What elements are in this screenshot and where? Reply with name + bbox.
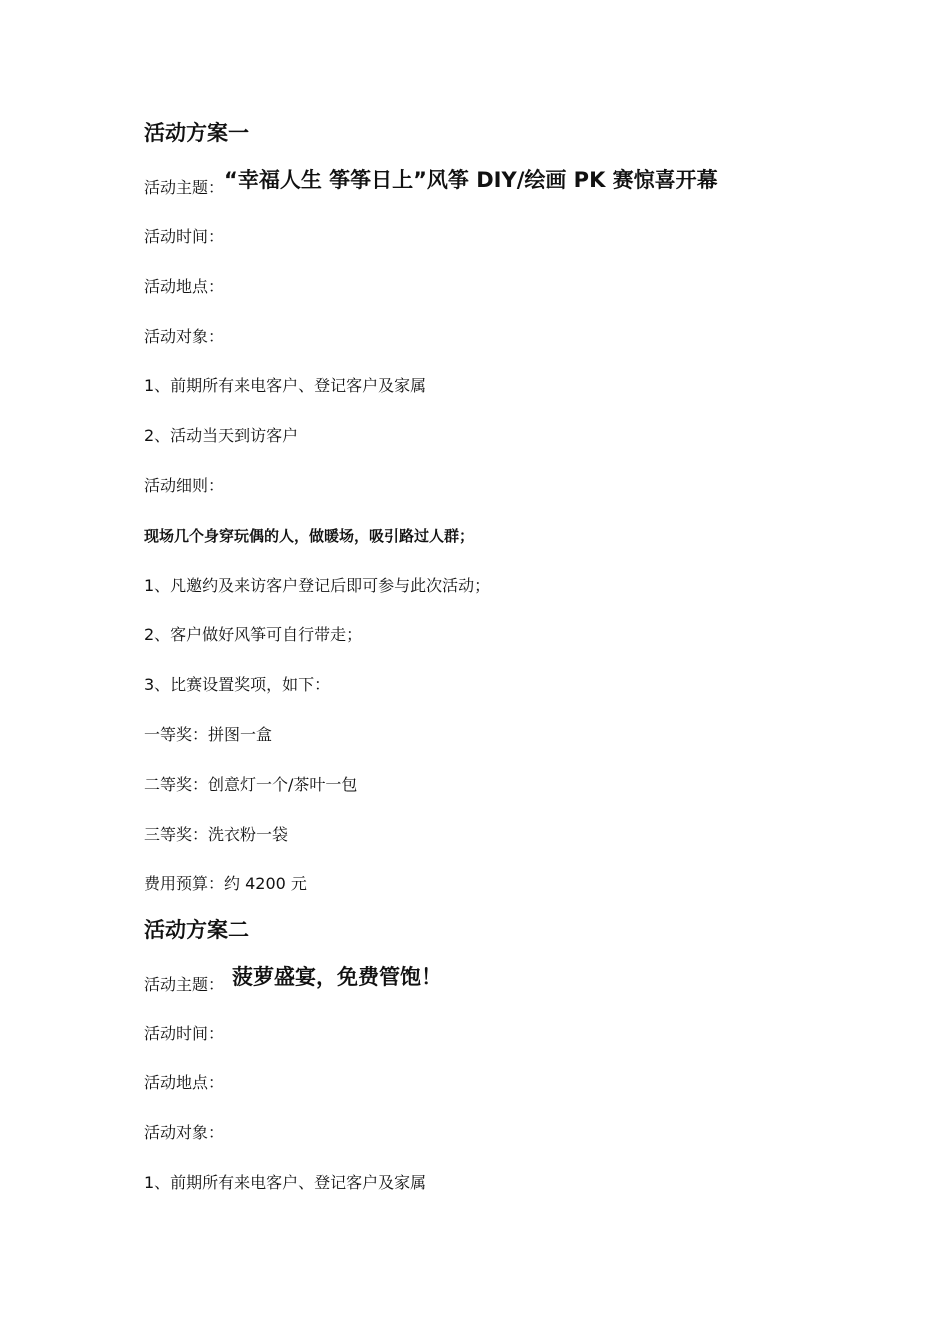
plan2-theme-row <box>144 965 443 995</box>
plan1-heading: 活动方案一 <box>144 121 249 145</box>
plan1-rule-3: 3、比赛设置奖项，如下： <box>144 675 331 694</box>
plan1-time-label: 活动时间： <box>144 227 225 246</box>
plan2-place-label: 活动地点： <box>144 1073 225 1092</box>
plan1-audience-label: 活动对象： <box>144 327 225 346</box>
plan2-audience-label: 活动对象： <box>144 1123 225 1142</box>
plan1-prize-2: 二等奖：创意灯一个/茶叶一包 <box>144 775 358 794</box>
plan2-audience-item-1: 1、前期所有来电客户、登记客户及家属 <box>144 1173 427 1192</box>
plan1-audience-item-1: 1、前期所有来电客户、登记客户及家属 <box>144 376 427 395</box>
plan1-theme: “幸福人生 筝筝日上”风筝 DIY/绘画 PK 赛惊喜开幕 <box>224 168 718 192</box>
plan2-theme-label: 活动主题： <box>144 975 225 994</box>
plan1-rules-label: 活动细则： <box>144 476 225 495</box>
plan1-prize-1: 一等奖：拼图一盒 <box>144 725 273 744</box>
plan1-prize-3: 三等奖：洗衣粉一袋 <box>144 825 289 844</box>
plan1-rule-2: 2、客户做好风筝可自行带走； <box>144 625 363 644</box>
plan1-theme-label: 活动主题： <box>144 178 225 197</box>
plan1-rules-intro: 现场几个身穿玩偶的人，做暖场，吸引路过人群； <box>144 527 475 545</box>
plan1-audience-item-2: 2、活动当天到访客户 <box>144 426 299 445</box>
plan1-rule-1: 1、凡邀约及来访客户登记后即可参与此次活动； <box>144 576 491 595</box>
plan1-place-label: 活动地点： <box>144 277 225 296</box>
plan1-theme-row <box>144 168 718 198</box>
plan2-theme: 菠萝盛宴，免费管饱！ <box>232 965 443 989</box>
plan2-heading: 活动方案二 <box>144 918 249 942</box>
plan2-time-label: 活动时间： <box>144 1024 225 1043</box>
plan1-budget: 费用预算：约 4200 元 <box>144 874 307 893</box>
